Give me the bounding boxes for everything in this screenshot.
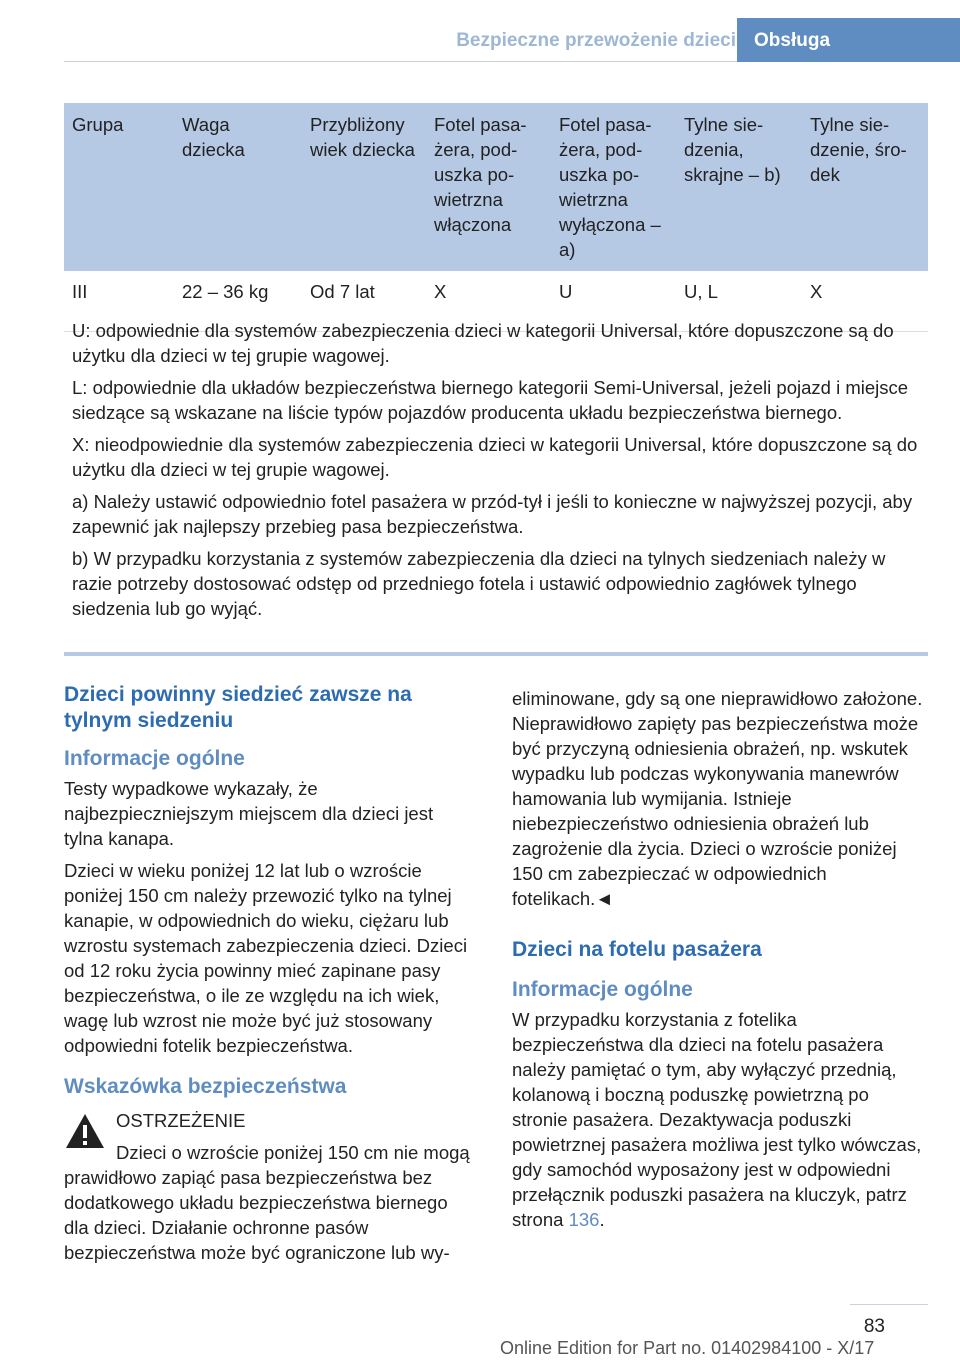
note-x: X: nieodpowiednie dla systemów zabezpieczenia dzieci w kategorii Universal, które dopuszczone są do użytku dla dzieci w tej grupie wagowej. (72, 434, 918, 480)
cell-airbag-off: U (551, 271, 676, 332)
subheading-general-info-2: Informacje ogólne (512, 978, 693, 1001)
header-section-title: Bezpieczne przewożenie dzieci (456, 30, 736, 51)
paragraph-end: . (599, 1209, 605, 1230)
airbag-text: W przypadku korzystania z fotelika bezpieczeństwa dla dzieci na fotelu pasażera należy pamiętać o tym, aby wyłączyć przednią, kolanową i boczną poduszkę powietrzną po stronie pasażera. Dezaktywacja poduszki powietrznej pasażera możliwa jest tylko wówczas, gdy samochód wyposażony jest w odpowiedni przełącznik poduszki pasażera na kluczyk, patrz strona (512, 1009, 922, 1230)
warning-text: Dzieci o wzroście poniżej 150 cm nie mogą prawidłowo zapiąć pasa bezpieczeństwa bez dodatkowego układu bezpieczeństwa biernego dla dzieci. Działanie ochronne pasów bezpieczeństwa może być ograniczone lub wy- (64, 1142, 470, 1263)
header-chapter-tab[interactable]: Obsługa (737, 18, 960, 62)
cell-rear-outer: U, L (676, 271, 802, 332)
heading-passenger-seat: Dzieci na fotelu pasażera (512, 938, 762, 961)
col-header-rear-middle: Tylne sie-dzenie, śro-dek (802, 103, 928, 271)
col-header-age: Przybliżony wiek dziecka (302, 103, 426, 271)
paragraph-child-age: Dzieci w wieku poniżej 12 lat lub o wzroście poniżej 150 cm należy przewozić tylko na tylnej kanapie, w odpowiednich do wieku, ciężaru lub wzrostu systemach zabezpieczenia dzieci. Dzieci od 12 roku życia powinny mieć zapinane pasy bezpieczeństwa, o ile ze względu na ich wiek, wagę lub wzrost nie może być już stosowany odpowiedni fotelik bezpieczeństwa. (64, 860, 468, 1056)
paragraph-crash-tests: Testy wypadkowe wykazały, że najbezpieczniejszym miejscem dla dzieci jest tylna kanapa. (64, 778, 434, 849)
cell-airbag-on: X (426, 271, 551, 332)
cell-group: III (64, 271, 174, 332)
note-u: U: odpowiednie dla systemów zabezpieczenia dzieci w kategorii Universal, które dopuszczone są do użytku dla dzieci w tej grupie wagowej. (72, 320, 894, 366)
note-l: L: odpowiednie dla układów bezpieczeństwa biernego kategorii Semi-Universal, jeżeli pojazd i miejsce siedzące są wskazane na liście typów pojazdów producenta układu bezpieczeństwa biernego. (72, 377, 909, 423)
subheading-general-info: Informacje ogólne (64, 747, 245, 770)
col-header-passenger-airbag-off: Fotel pasa-żera, pod-uszka po-wietrzna wyłączona – a) (551, 103, 676, 271)
warning-triangle-icon (64, 1112, 106, 1150)
paragraph-warning-continued: eliminowane, gdy są one nieprawidłowo założone. Nieprawidłowo zapięty pas bezpieczeństwa może być przyczyną odniesienia obrażeń, np. wskutek wypadku lub podczas wykonywania manewrów hamowania lub wymijania. Istnieje niebezpieczeństwo odniesienia obrażeń lub zagrożenie dla życia. Dzieci o wzroście poniżej 150 cm zabezpieczać w odpowiednich fotelikach.◄ (512, 688, 923, 909)
col-header-group: Grupa (64, 103, 174, 271)
page-number: 83 (863, 1316, 885, 1337)
note-b: b) W przypadku korzystania z systemów zabezpieczenia dla dzieci na tylnych siedzeniach należy w razie potrzeby dostosować odstęp od przedniego fotela i ustawić odpowiednio zagłówek tylnego siedzenia lub go wyjąć. (72, 548, 886, 619)
footer-edition: Online Edition for Part no. 01402984100 - X/17 (500, 1338, 875, 1358)
cell-age: Od 7 lat (302, 271, 426, 332)
col-header-passenger-airbag-on: Fotel pasa-żera, pod-uszka po-wietrzna włączona (426, 103, 551, 271)
left-column (64, 682, 476, 1272)
note-a: a) Należy ustawić odpowiednio fotel pasażera w przód-tył i jeśli to konieczne w najwyższej pozycji, aby zapewnić jak najlepszy przebieg pasa bezpieczeństwa. (72, 491, 913, 537)
subheading-safety-note: Wskazówka bezpieczeństwa (64, 1075, 347, 1098)
warning-label: OSTRZEŻENIE (116, 1110, 246, 1131)
child-seat-group-table (64, 103, 928, 332)
footer-rule (850, 1304, 928, 1305)
page-reference-link[interactable]: 136 (568, 1209, 600, 1230)
header-rule (64, 61, 737, 62)
paragraph-airbag-deactivation (512, 1007, 928, 1232)
heading-rear-seat: Dzieci powinny siedzieć zawsze na tylnym siedzeniu (64, 683, 412, 732)
table-header-row (64, 103, 928, 271)
cell-weight: 22 – 36 kg (174, 271, 302, 332)
cell-rear-middle: X (802, 271, 928, 332)
table-notes (72, 318, 928, 628)
section-separator (64, 652, 928, 656)
warning-block (64, 1108, 476, 1265)
page-header (0, 0, 960, 62)
right-column (512, 686, 928, 1239)
col-header-rear-outer: Tylne sie-dzenia, skrajne – b) (676, 103, 802, 271)
col-header-weight: Waga dziecka (174, 103, 302, 271)
